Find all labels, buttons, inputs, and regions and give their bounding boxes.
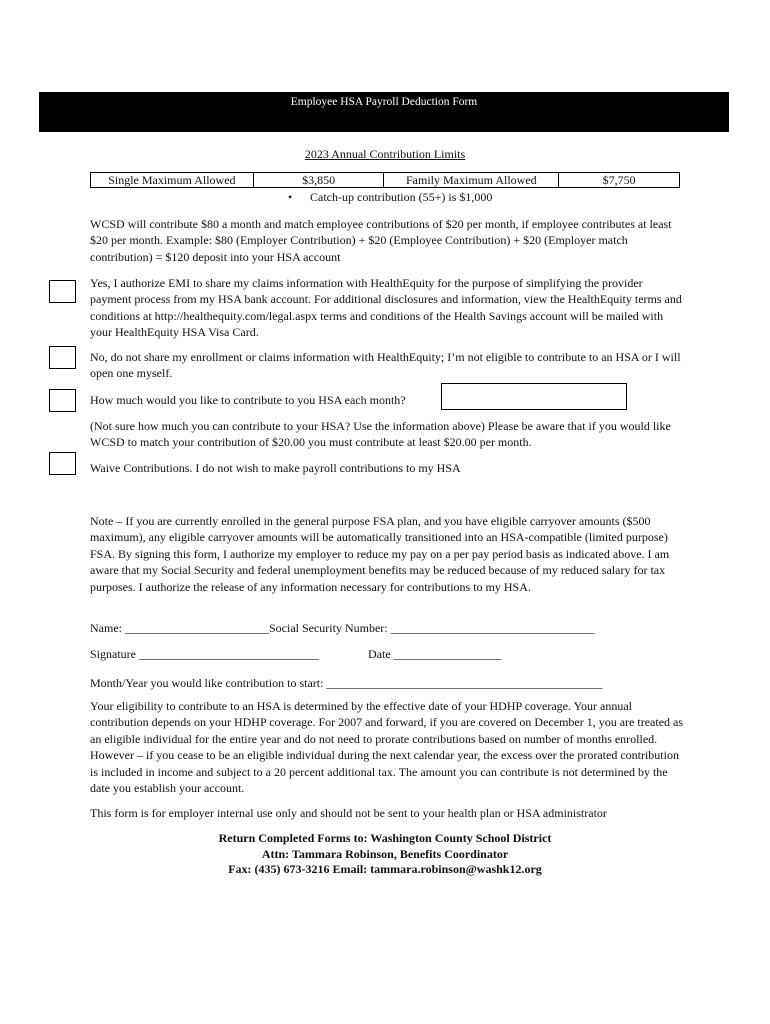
name-ssn-field[interactable]: Name: ________________________Social Security Number: __________________________________ — [90, 621, 595, 635]
single-value-cell: $3,850 — [253, 173, 384, 188]
family-label-cell: Family Maximum Allowed — [384, 173, 559, 188]
authorize-text: Yes, I authorize EMI to share my claims information with HealthEquity for the purpose of simplifying the provider payment process from my HSA bank account. For additional disclosures and information, view the HealthEquity terms and conditions at http://healthequity.com/legal.aspx terms and conditions of the Health Savings account will be mailed with your HealthEquity HSA Visa Card. — [90, 276, 682, 340]
return-line-3: Fax: (435) 673-3216 Email: tammara.robinson@washk12.org — [228, 862, 542, 876]
amount-question: How much would you like to contribute to you HSA each month? — [90, 393, 406, 407]
form-title: Employee HSA Payroll Deduction Form — [290, 96, 478, 108]
start-month-field[interactable]: Month/Year you would like contribution to start: ______________________________________________ — [90, 676, 603, 690]
contribute-checkbox[interactable] — [49, 389, 76, 412]
single-label-cell: Single Maximum Allowed — [91, 173, 254, 188]
monthly-amount-input[interactable] — [441, 383, 627, 410]
limits-title: 2023 Annual Contribution Limits — [304, 147, 466, 161]
wcsd-paragraph: WCSD will contribute $80 a month and match employee contributions of $20 per month, if employee contributes at least $20 per month. Example: $80 (Employer Contribution) + $20 (Employee Contribution) + $20 (Employer match contribution) = $120 deposit into your HSA account — [90, 217, 672, 264]
waive-checkbox[interactable] — [49, 452, 76, 475]
amount-note: (Not sure how much you can contribute to your HSA? Use the information above) Please be aware that if you would like WCSD to match your contribution of $20.00 you must contribute at least $20.00 per month. — [90, 419, 671, 450]
bullet-icon: • — [288, 190, 293, 204]
return-line-1: Return Completed Forms to: Washington County School District — [218, 831, 552, 845]
decline-text: No, do not share my enrollment or claims information with HealthEquity; I’m not eligible to contribute to an HSA or I will open one myself. — [90, 350, 681, 381]
internal-use-note: This form is for employer internal use only and should not be sent to your health plan or HSA administrator — [90, 806, 607, 820]
eligibility-paragraph: Your eligibility to contribute to an HSA is determined by the effective date of your HDHP coverage. Your annual contribution depends on your HDHP coverage. For 2007 and forward, if you are covered on December 1, you are treated as an eligible individual for the entire year and do not need to prorate contributions based on number of months enrolled. However – if you cease to be an eligible individual during the next calendar year, the excess over the prorated contribution is included in income and subject to a 20 percent additional tax. The amount you can contribute is not determined by the date you establish your account. — [90, 699, 684, 796]
authorize-checkbox[interactable] — [49, 280, 76, 303]
note-paragraph: Note – If you are currently enrolled in the general purpose FSA plan, and you have eligible carryover amounts ($500 maximum), any eligible carryover amounts will be automatically transitioned into an HSA-compatible (limited purpose) FSA. By signing this form, I authorize my employer to reduce my pay on a per pay period basis as indicated above. I am aware that my Social Security and federal unemployment benefits may be reduced because of my reduced salary for tax purposes. I authorize the release of any information necessary for contributions to my HSA. — [90, 514, 670, 594]
form-header-bar — [39, 92, 729, 132]
contribution-limits-table — [90, 172, 680, 188]
table-row — [91, 173, 680, 188]
catchup-item — [288, 190, 492, 205]
decline-checkbox[interactable] — [49, 346, 76, 369]
return-line-2: Attn: Tammara Robinson, Benefits Coordinator — [261, 846, 509, 861]
waive-text: Waive Contributions. I do not wish to make payroll contributions to my HSA — [90, 461, 461, 475]
return-instructions — [0, 831, 770, 878]
signature-field[interactable]: Signature ______________________________ — [90, 647, 319, 661]
date-field[interactable]: Date __________________ — [368, 647, 502, 661]
family-value-cell: $7,750 — [559, 173, 680, 188]
catchup-text: Catch-up contribution (55+) is $1,000 — [310, 190, 493, 204]
